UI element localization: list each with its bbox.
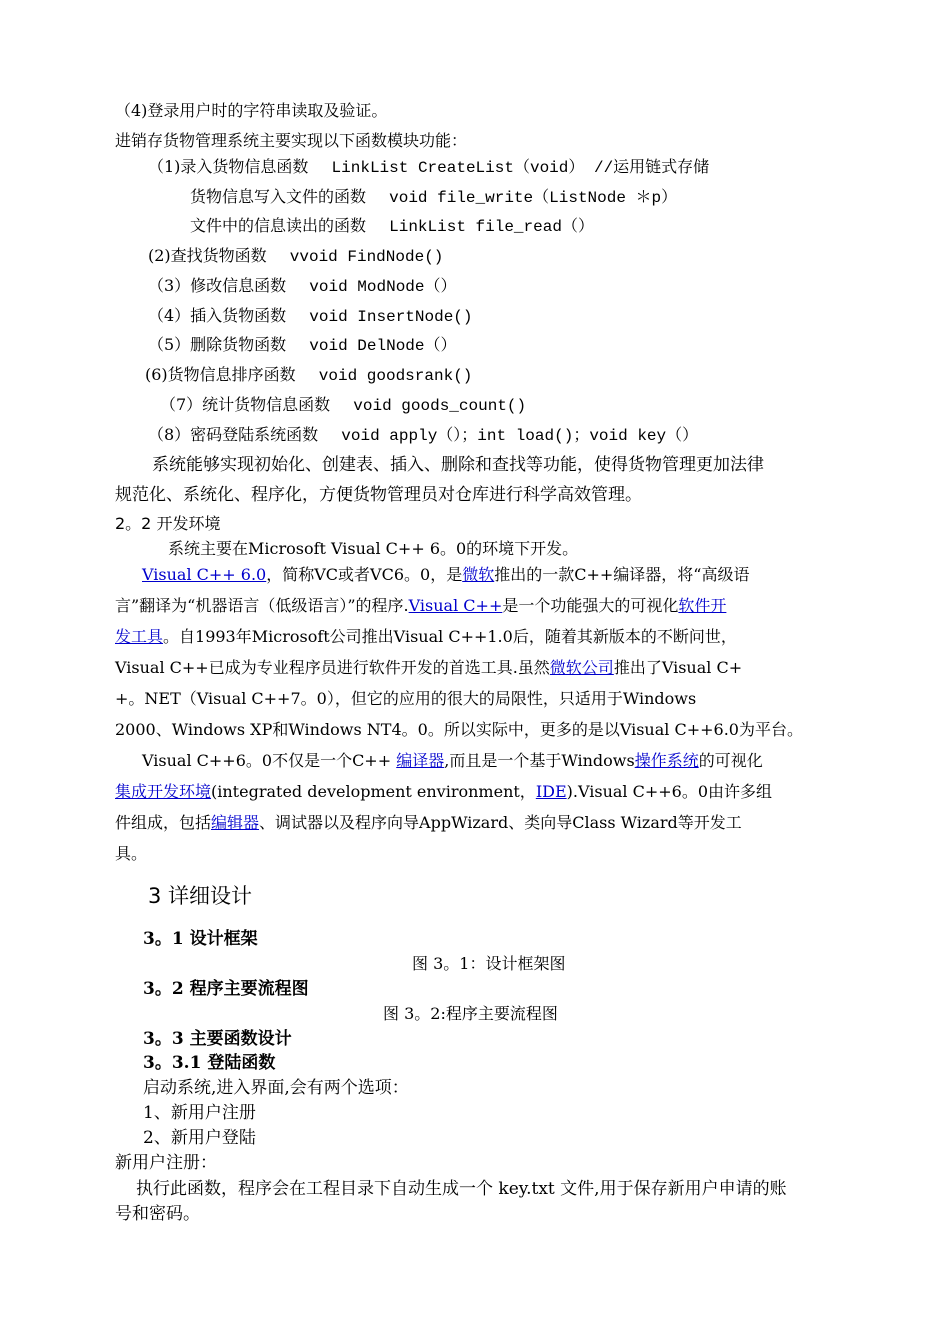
func-label: （4）插入货物函数 [148, 306, 287, 325]
text: 推出了Visual C+ [613, 658, 743, 677]
func-item-1b [190, 215, 594, 238]
func-item-7 [160, 394, 526, 417]
option-1: 1、新用户注册 [143, 1103, 256, 1123]
func-code: void apply（）；int load()；void key（） [341, 427, 699, 445]
figure-caption-3-2: 图 3。2:程序主要流程图 [383, 1004, 558, 1023]
func-code: vvoid FindNode() [289, 248, 444, 266]
text: Visual C++已成为专业程序员进行软件开发的首选工具.虽然 [115, 658, 550, 677]
list-item-4: （4)登录用户时的字符串读取及验证。 [115, 101, 388, 120]
func-label: （8）密码登陆系统函数 [148, 425, 319, 444]
link-microsoft-company[interactable]: 微软公司 [549, 658, 614, 677]
env-para-2-line-6: 2000、Windows XP和Windows NT4。0。所以实际中，更多的是以Visual C++6.0为平台。 [115, 720, 803, 739]
module-intro: 进销存货物管理系统主要实现以下函数模块功能： [115, 131, 468, 150]
func-label: (6)货物信息排序函数 [145, 365, 296, 384]
link-operating-system[interactable]: 操作系统 [634, 751, 699, 770]
text: 推出的一款C++编译器，将“高级语 [494, 565, 750, 584]
func-item-8 [148, 424, 698, 447]
func-item-6 [145, 364, 472, 387]
env-para-3-line-4: 具。 [115, 844, 148, 863]
func-item-3 [148, 275, 457, 298]
text: 的可视化 [698, 751, 763, 770]
func-code: LinkList CreateList（void） //运用链式存储 [331, 159, 710, 177]
login-intro: 启动系统,进入界面,会有两个选项： [143, 1078, 409, 1098]
link-visual-cpp[interactable]: Visual C++ [408, 596, 503, 615]
env-para-2-line-3 [115, 626, 737, 648]
link-ide[interactable]: IDE [535, 782, 567, 801]
section-heading-2-2: 2。2 开发环境 [115, 514, 221, 533]
section-heading-3-3-1: 3。3.1 登陆函数 [143, 1053, 276, 1073]
option-2: 2、新用户登陆 [143, 1128, 256, 1148]
text: ).Visual C++6。0由许多组 [566, 782, 773, 801]
text: 、调试器以及程序向导AppWizard、类向导Class Wizard等开发工 [259, 813, 742, 832]
link-microsoft[interactable]: 微软 [462, 565, 495, 584]
link-visual-cpp-6[interactable]: Visual C++ 6.0 [142, 565, 267, 584]
env-para-2-line-5: +。NET（Visual C++7。0），但它的应用的很大的局限性，只适用于Windows [115, 689, 697, 708]
text: (integrated development environment， [211, 782, 536, 801]
env-para-2-line-2 [115, 595, 726, 617]
link-software-dev-tools[interactable]: 软件开 [678, 596, 727, 615]
func-item-5 [148, 334, 457, 357]
section-heading-3-3: 3。3 主要函数设计 [143, 1029, 292, 1049]
func-label: 货物信息写入文件的函数 [190, 187, 367, 206]
func-code: void goodsrank() [318, 367, 473, 385]
func-label: （1)录入货物信息函数 [148, 157, 309, 176]
env-para-3-line-2 [115, 781, 772, 803]
env-para-3-line-3 [115, 812, 742, 834]
env-para-3-line-1 [142, 750, 763, 772]
chapter-heading-3: 3 详细设计 [148, 884, 253, 908]
func-code: void ModNode（） [309, 278, 457, 296]
env-para-2-line-4 [115, 657, 742, 679]
text: ，简称VC或者VC6。0，是 [266, 565, 463, 584]
text: Visual C++6。0不仅是一个C++ [142, 751, 397, 770]
func-item-2 [148, 245, 443, 268]
new-user-label: 新用户注册： [115, 1153, 217, 1173]
func-code: void file_write（ListNode ＊p） [389, 189, 678, 207]
text: 言”翻译为“机器语言（低级语言）”的程序. [115, 596, 409, 615]
func-label: （3）修改信息函数 [148, 276, 287, 295]
func-code: void InsertNode() [309, 308, 473, 326]
func-code: LinkList file_read（） [389, 218, 594, 236]
link-compiler[interactable]: 编译器 [396, 751, 445, 770]
func-label: 文件中的信息读出的函数 [190, 216, 367, 235]
description-line-2: 号和密码。 [115, 1204, 200, 1224]
text: 是一个功能强大的可视化 [502, 596, 679, 615]
func-item-1 [148, 156, 709, 179]
env-para-2-line-1 [142, 564, 749, 586]
func-code: void DelNode（） [309, 337, 457, 355]
link-editor[interactable]: 编辑器 [211, 813, 260, 832]
link-ide-cn[interactable]: 集成开发环境 [115, 782, 212, 801]
section-heading-3-2: 3。2 程序主要流程图 [143, 979, 309, 999]
figure-caption-3-1: 图 3。1：设计框架图 [412, 954, 566, 973]
func-item-4 [148, 305, 473, 328]
func-code: void goods_count() [353, 397, 527, 415]
text: ,而且是一个基于Windows [444, 751, 635, 770]
summary-line-1: 系统能够实现初始化、创建表、插入、删除和查找等功能，使得货物管理更加法律 [152, 455, 764, 475]
func-item-1a [190, 186, 677, 209]
section-heading-3-1: 3。1 设计框架 [143, 929, 258, 949]
text: 件组成，包括 [115, 813, 212, 832]
env-para-1: 系统主要在Microsoft Visual C++ 6。0的环境下开发。 [168, 539, 579, 558]
summary-line-2: 规范化、系统化、程序化，方便货物管理员对仓库进行科学高效管理。 [115, 485, 642, 505]
link-software-dev-tools-cont[interactable]: 发工具 [115, 627, 164, 646]
func-label: （7）统计货物信息函数 [160, 395, 331, 414]
description-line-1: 执行此函数，程序会在工程目录下自动生成一个 key.txt 文件,用于保存新用户申请的账 [136, 1179, 787, 1199]
func-label: （5）删除货物函数 [148, 335, 287, 354]
text: 。自1993年Microsoft公司推出Visual C++1.0后，随着其新版本的不断问世， [163, 627, 737, 646]
func-label: (2)查找货物函数 [148, 246, 267, 265]
